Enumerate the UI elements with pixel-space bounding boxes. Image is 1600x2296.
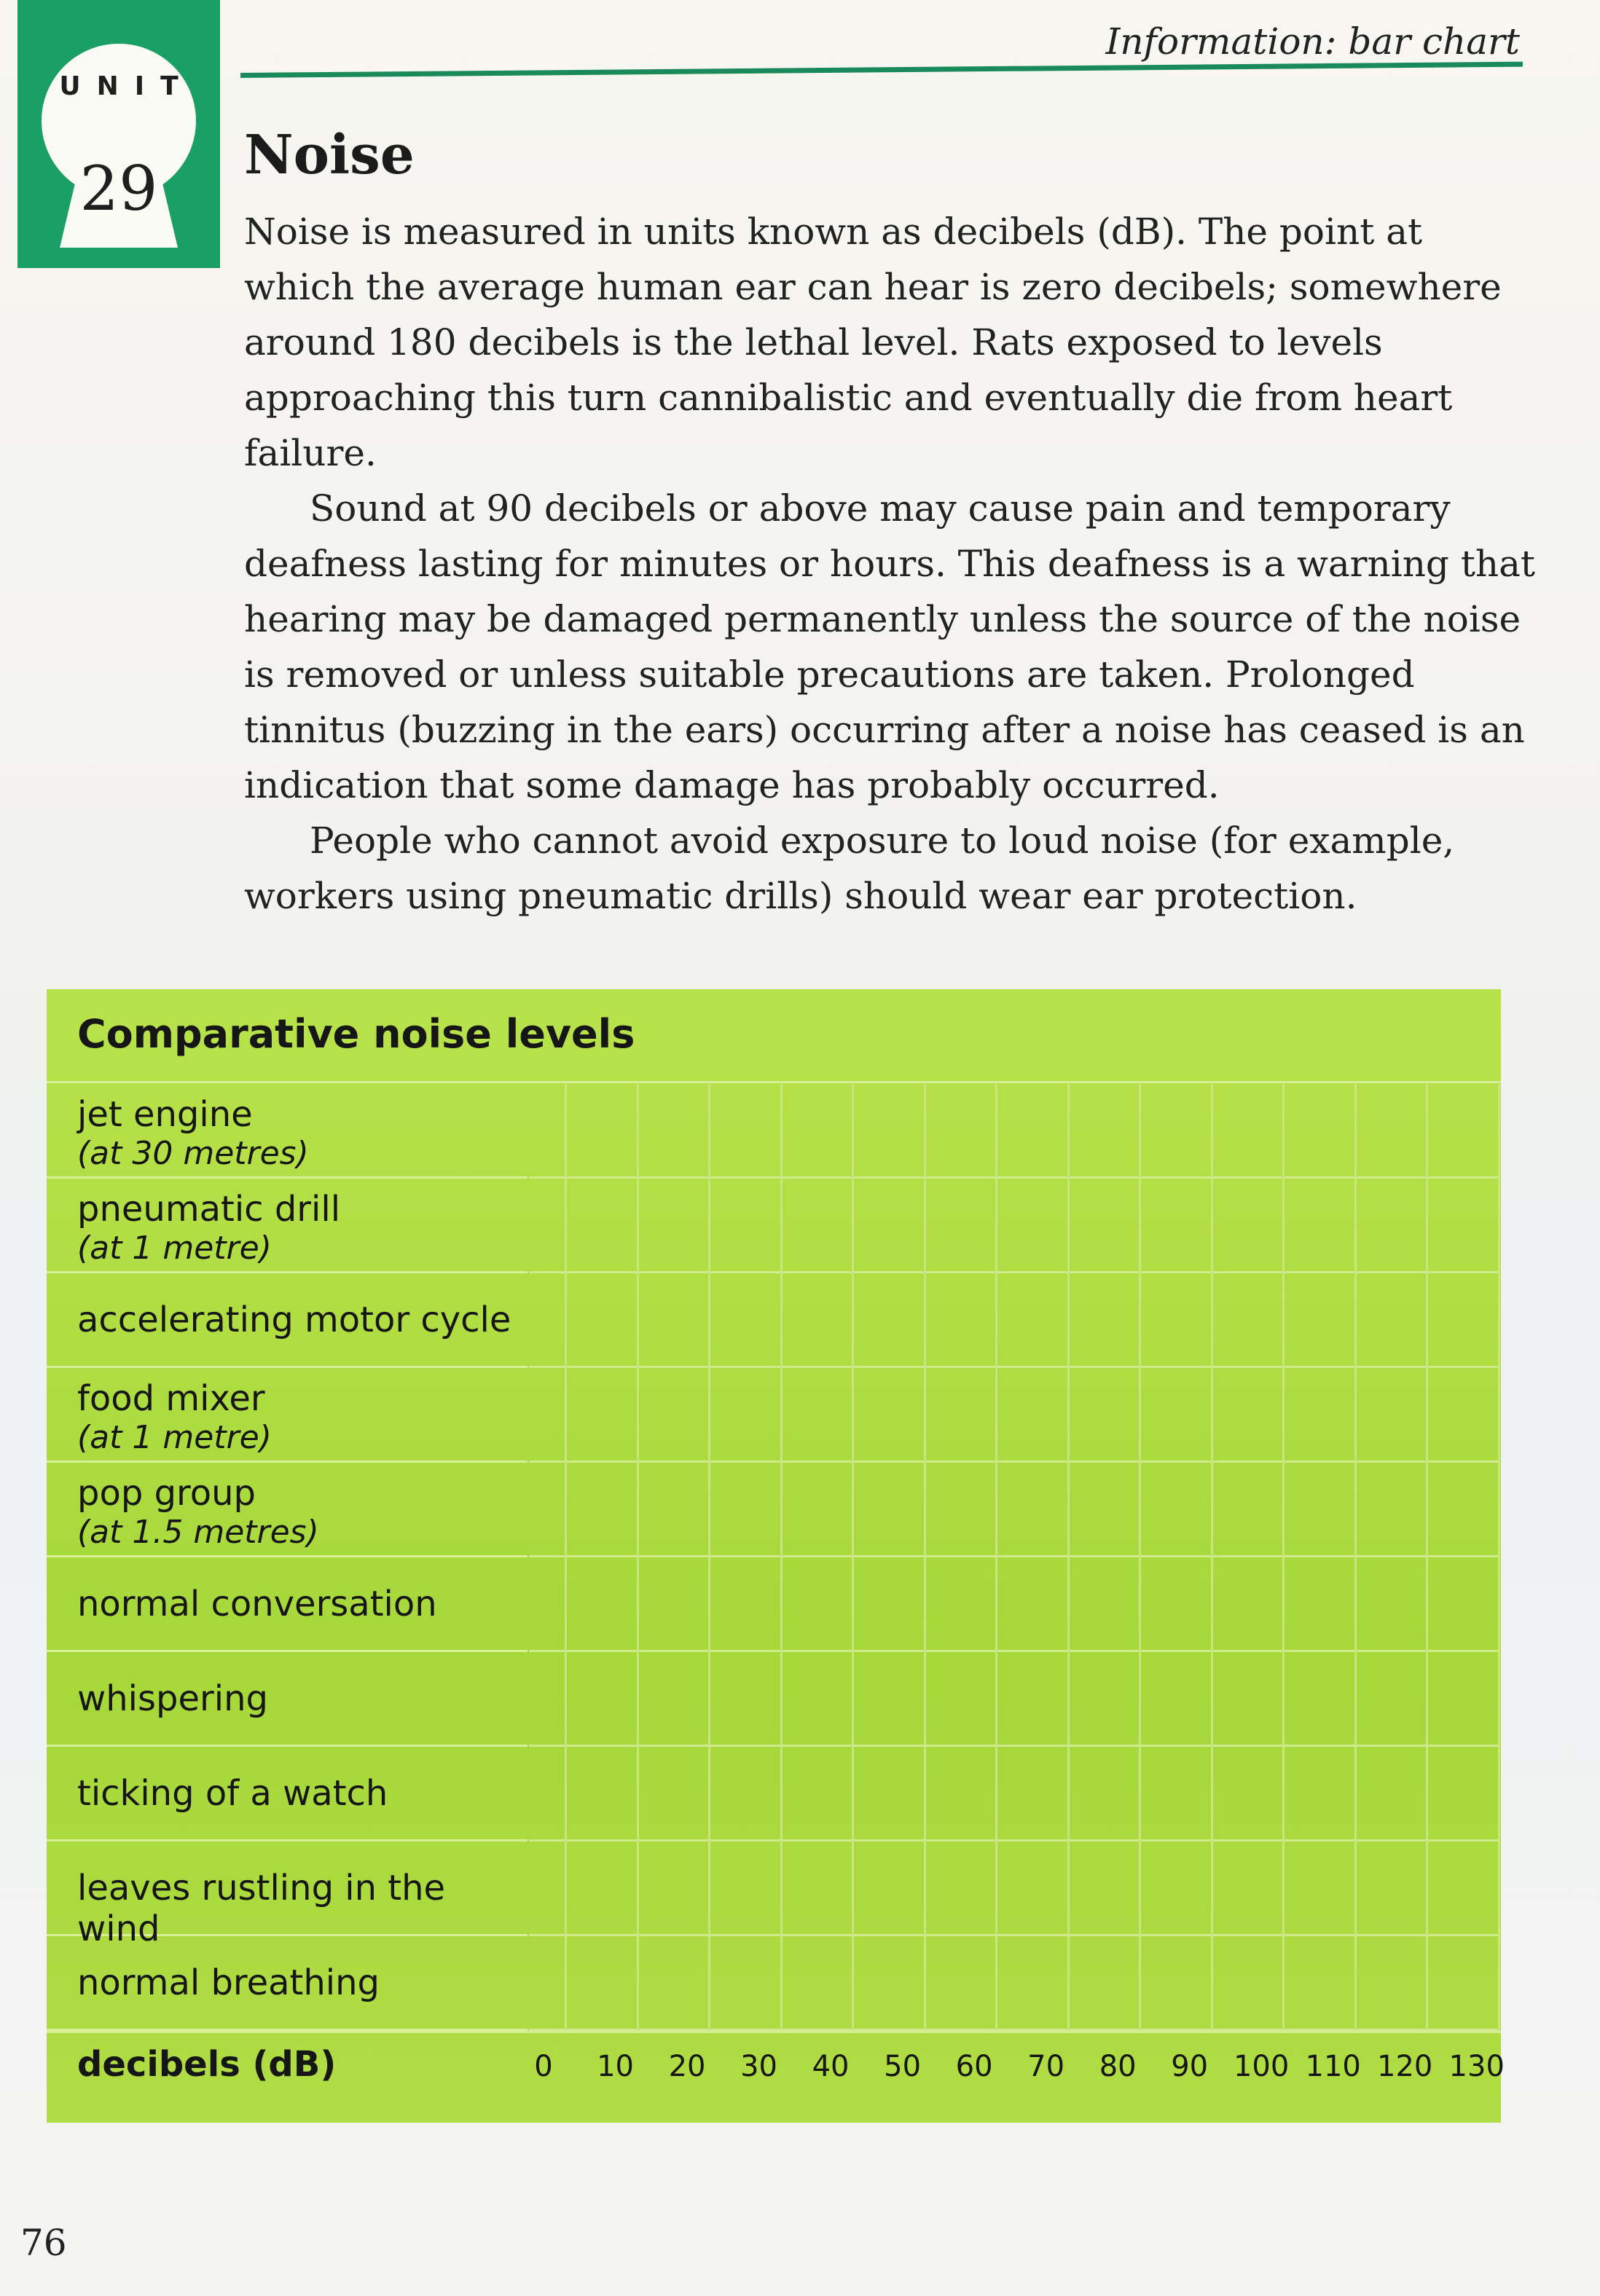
grid-line-vertical <box>852 1084 854 2031</box>
category-row <box>47 1557 528 1652</box>
category-sublabel: (at 30 metres) <box>77 1135 309 1172</box>
category-sublabel: (at 1.5 metres) <box>77 1514 319 1551</box>
category-row <box>47 1084 528 1179</box>
category-label: food mixer <box>77 1378 265 1419</box>
x-axis-label: decibels (dB) <box>77 2044 337 2085</box>
x-tick-label: 30 <box>740 2050 777 2083</box>
article-body <box>244 204 1541 924</box>
category-row <box>47 1747 528 1841</box>
paragraph-1: Noise is measured in units known as decibels (dB). The point at which the average human ear can hear is zero decibels; somewhere around 180 decibels is the lethal level. Rats exposed to levels approaching this turn cannibalistic and eventually die from heart failure. <box>244 211 1502 474</box>
category-label: normal conversation <box>77 1584 437 1624</box>
noise-chart <box>47 989 1505 2123</box>
x-tick-label: 20 <box>668 2050 706 2083</box>
chart-title-rule <box>47 1081 1501 1083</box>
axis-rule <box>47 2031 1501 2033</box>
category-label: leaves rustling in the wind <box>77 1868 446 1949</box>
x-tick-label: 90 <box>1171 2050 1209 2083</box>
category-label: whispering <box>77 1678 268 1719</box>
grid-line-vertical <box>708 1084 710 2031</box>
x-tick-label: 40 <box>812 2050 850 2083</box>
grid-line-vertical <box>1139 1084 1141 2031</box>
grid-line-horizontal <box>529 1366 1498 1368</box>
category-row <box>47 1841 528 1949</box>
x-tick-label: 70 <box>1027 2050 1065 2083</box>
grid-line-vertical <box>565 1084 567 2031</box>
category-sublabel: (at 1 metre) <box>77 1419 272 1456</box>
page-title: Noise <box>244 124 415 186</box>
page-number: 76 <box>20 2222 67 2264</box>
unit-number: 29 <box>79 153 158 224</box>
x-tick-label: 80 <box>1099 2050 1137 2083</box>
grid-line-horizontal <box>529 1839 1498 1841</box>
category-row <box>47 1652 528 1747</box>
x-tick-label: 10 <box>597 2050 634 2083</box>
category-row <box>47 1368 528 1463</box>
x-tick-label: 60 <box>955 2050 993 2083</box>
category-row <box>47 1273 528 1368</box>
x-tick-label: 110 <box>1305 2050 1361 2083</box>
x-tick-label: 100 <box>1233 2050 1290 2083</box>
x-tick-label: 0 <box>534 2050 553 2083</box>
category-label: pop group <box>77 1473 256 1514</box>
grid-line-vertical <box>637 1084 639 2031</box>
unit-label: UNIT <box>59 71 195 101</box>
grid-line-horizontal <box>529 1555 1498 1557</box>
grid-line-horizontal <box>529 1934 1498 1936</box>
grid-line-horizontal <box>529 1176 1498 1179</box>
category-label: ticking of a watch <box>77 1773 388 1814</box>
unit-badge <box>17 0 220 268</box>
section-tag: Information: bar chart <box>1105 20 1520 63</box>
grid-line-vertical <box>1282 1084 1285 2031</box>
grid-line-vertical <box>924 1084 926 2031</box>
category-label: jet engine <box>77 1094 253 1135</box>
category-row <box>47 1463 528 1557</box>
x-tick-label: 50 <box>884 2050 922 2083</box>
paragraph-3: People who cannot avoid exposure to loud noise (for example, workers using pneumatic drills) should wear ear protection. <box>244 819 1455 917</box>
chart-title: Comparative noise levels <box>77 1011 635 1057</box>
grid-line-vertical <box>1211 1084 1213 2031</box>
grid-line-horizontal <box>529 1745 1498 1747</box>
category-label: normal breathing <box>77 1962 380 2003</box>
chart-grid <box>529 1084 1498 2031</box>
category-row <box>47 1936 528 2031</box>
grid-line-vertical <box>1426 1084 1428 2031</box>
x-tick-label: 130 <box>1448 2050 1505 2083</box>
paragraph-2: Sound at 90 decibels or above may cause pain and temporary deafness lasting for minutes or hours. This deafness is a warning that hearing may be damaged permanently unless the source of the noise is removed or unless suitable precautions are taken. Prolonged tinnitus (buzzing in the ears) occurring after a noise has ceased is an indication that some damage has probably occurred. <box>244 487 1536 806</box>
grid-line-vertical <box>1067 1084 1070 2031</box>
grid-line-vertical <box>995 1084 997 2031</box>
grid-line-vertical <box>780 1084 783 2031</box>
category-label: pneumatic drill <box>77 1189 341 1230</box>
category-row <box>47 1179 528 1273</box>
grid-line-vertical <box>1498 1084 1500 2031</box>
grid-line-horizontal <box>529 1650 1498 1652</box>
category-sublabel: (at 1 metre) <box>77 1230 272 1267</box>
x-tick-label: 120 <box>1377 2050 1433 2083</box>
category-label: accelerating motor cycle <box>77 1300 511 1340</box>
grid-line-horizontal <box>529 1271 1498 1273</box>
grid-line-horizontal <box>529 1460 1498 1463</box>
grid-line-vertical <box>1354 1084 1357 2031</box>
